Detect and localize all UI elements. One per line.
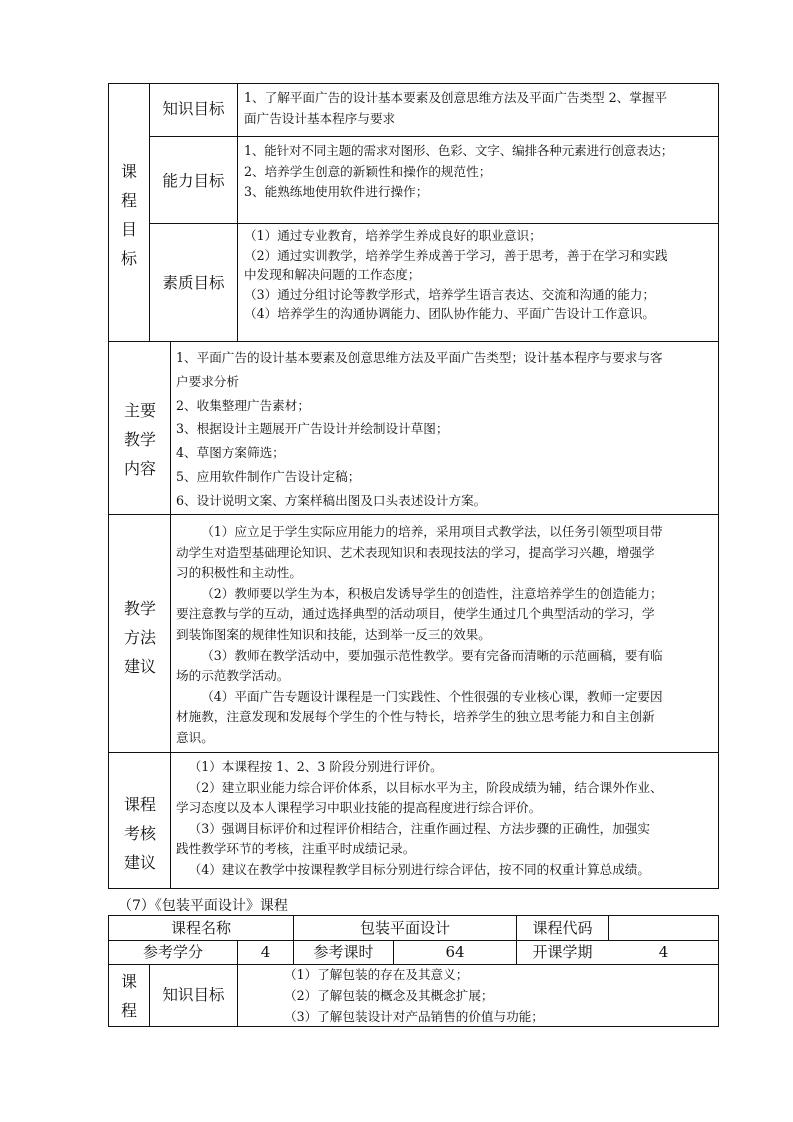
term-label: 开课学期 [532,943,593,961]
course-table-right [718,915,719,1027]
table-border-bottom [108,888,719,889]
title-line: 课 [120,972,137,991]
text-line: 践性教学环节的考核，注重平时成绩记录。 [176,841,416,857]
course-goals2-title [114,967,144,1025]
text-line: （1）应立足于学生实际应用能力的培养，采用项目式教学法，以任务引领型项目带 [201,524,663,539]
table-border-right [718,83,719,889]
term-value: 4 [658,943,669,961]
row1-divider-c [608,915,609,940]
hours-value: 64 [445,943,465,961]
text-line: 5、应用软件制作广告设计定稿； [176,468,361,484]
title-line: 方法 [123,628,156,647]
assessment-body [176,757,716,881]
knowledge-goal2-content [284,964,714,1027]
text-line: 1、平面广告的设计基本要素及创意思维方法及平面广告类型；设计基本程序与要求与客 [176,350,663,365]
text-line: 1、能针对不同主题的需求对图形、色彩、文字、编排各种元素进行创意表达； [244,143,674,158]
section-divider-2 [108,514,719,515]
text-line: 到装饰图案的规律性知识和技能，达到举一反三的效果。 [176,626,491,642]
table-border-left [108,83,109,889]
title-line: 课程 [123,795,156,814]
methods-title [120,594,160,681]
course-goals-title-text: 课程目标 [121,162,138,268]
methods-body [176,522,716,749]
text-line: （3）通过分组讨论等教学形式，培养学生语言表达、交流和沟通的能力； [244,286,656,302]
course-code-label: 课程代码 [532,919,593,937]
text-line: （3）强调目标评价和过程评价相结合，注重作画过程、方法步骤的正确性，加强实 [188,820,650,836]
main-content-body [176,346,716,513]
text-line: （4）平面广告专题设计课程是一门实践性、个性很强的专业核心课，教师一定要因 [201,688,663,704]
text-line: （2）建立职业能力综合评价体系，以目标水平为主，阶段成绩为辅，结合课外作业、 [188,779,663,795]
text-line: （1）通过专业教育，培养学生养成良好的职业意识； [244,228,542,243]
text-line: 1、了解平面广告的设计基本要素及创意思维方法及平面广告类型 2、掌握平 [244,90,668,105]
goal-divider-h2 [149,223,719,224]
ability-goal-label: 能力目标 [162,172,225,190]
course-goals-title [114,157,144,273]
title-line: 教学 [123,599,156,618]
text-line: 户要求分析 [176,373,239,389]
text-line: 3、根据设计主题展开广告设计并绘制设计草图； [176,421,449,437]
section-title: （7）《包装平面设计》课程 [118,898,288,914]
text-line: （2）了解包装的概念及其概念扩展； [284,988,494,1003]
section-divider-1 [108,341,719,342]
hours-label: 参考课时 [313,943,374,961]
text-line: 6、设计说明文案、方案样稿出图及口头表述设计方案。 [176,492,487,508]
text-line: （4）建议在教学中按课程教学目标分别进行综合评估，按不同的权重计算总成绩。 [188,861,650,877]
title-line: 建议 [123,657,156,676]
text-line: 学习态度以及本人课程学习中职业技能的提高程度进行综合评价。 [176,800,542,816]
row3-divider-b [237,964,238,1027]
credit-value: 4 [260,943,271,961]
text-line: 动学生对造型基础理论知识、艺术表现知识和表现技法的学习，提高学习兴趣，增强学 [176,544,655,560]
goal-divider-h1 [149,136,719,137]
assessment-title [120,790,160,877]
title-line: 建议 [123,853,156,872]
title-line: 内容 [123,459,156,478]
text-line: 场的示范教学活动。 [176,668,290,684]
text-line: 意识。 [176,729,214,745]
goal-divider-v2 [237,83,238,342]
knowledge-goal-content [244,88,714,129]
quality-goal-content [244,226,714,324]
title-line: 主要 [123,401,156,420]
text-line: 中发现和解决问题的工作态度； [244,267,421,283]
course-name-value: 包装平面设计 [359,919,450,937]
main-content-title [120,396,160,483]
knowledge-goal-label: 知识目标 [162,100,225,118]
label-column-divider [170,341,171,889]
text-line: 面广告设计基本程序与要求 [244,110,396,126]
text-line: （2）教师要以学生为本，积极启发诱导学生的创造性，注意培养学生的创造能力； [201,585,663,601]
credit-label: 参考学分 [142,943,203,961]
text-line: （2）通过实训教学，培养学生养成善于学习，善于思考，善于在学习和实践 [244,247,668,263]
ability-goal-content [244,141,716,203]
text-line: （1）本课程按 1、2、3 阶段分别进行评价。 [188,759,443,774]
text-line: 2、收集整理广告素材； [176,397,310,413]
text-line: 4、草图方案筛选； [176,445,285,461]
text-line: （1）了解包装的存在及其意义； [284,967,469,982]
title-line: 考核 [123,824,156,843]
text-line: 3、能熟练地使用软件进行操作； [244,184,429,200]
quality-goal-label: 素质目标 [162,274,225,292]
text-line: 要注意教与学的互动，通过选择典型的活动项目，使学生通过几个典型活动的学习，学 [176,606,655,622]
title-line: 教学 [123,430,156,449]
table-border-top [108,83,719,84]
text-line: （4）培养学生的沟通协调能力、团队协作能力、平面广告设计工作意识。 [244,306,656,322]
text-line: 材施教，注意发现和发展每个学生的个性与特长，培养学生的独立思考能力和自主创新 [176,709,655,725]
section-divider-3 [108,752,719,753]
text-line: （3）了解包装设计对产品销售的价值与功能； [284,1009,544,1024]
course-name-label: 课程名称 [170,919,231,937]
title-line: 程 [120,1001,137,1020]
text-line: （3）教师在教学活动中，要加强示范性教学。要有完备而清晰的示范画稿，要有临 [201,647,663,663]
text-line: 习的积极性和主动性。 [176,565,302,581]
text-line: 2、培养学生创意的新颖性和操作的规范性； [244,163,492,179]
goal-divider-v1 [149,83,150,342]
knowledge-goal2-label: 知识目标 [162,986,225,1004]
